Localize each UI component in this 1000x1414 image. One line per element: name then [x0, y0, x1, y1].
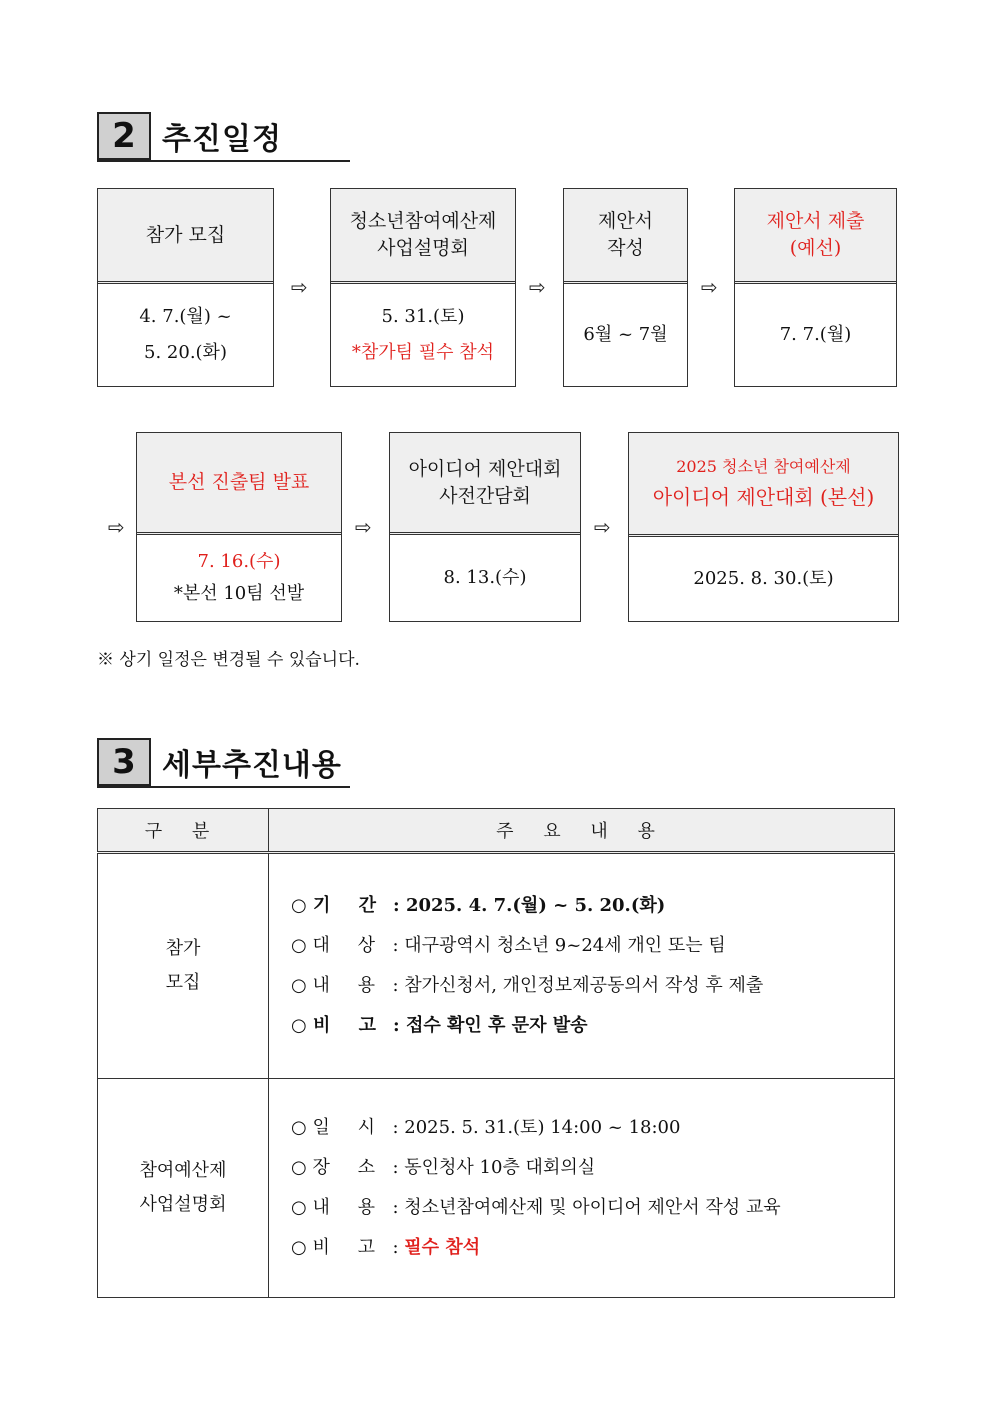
bullet-circle-icon: ○ [291, 1117, 307, 1138]
schedule-box-title [137, 433, 341, 535]
section-2-title: 추진일정 [162, 122, 282, 157]
section-3-number: 3 [97, 738, 151, 786]
schedule-box-recruitment [97, 188, 274, 387]
right-outline-arrow-icon: ⇨ [701, 275, 718, 299]
schedule-box-proposal-writing [563, 188, 688, 387]
row-category [98, 853, 269, 1079]
item-label: 일 시 [312, 1117, 375, 1138]
detail-table [97, 808, 895, 1298]
item-value: 대구광역시 청소년 9~24세 개인 또는 팀 [404, 935, 726, 956]
list-item [291, 1148, 894, 1188]
list-item [291, 1228, 894, 1268]
item-separator: : [392, 975, 399, 996]
item-label: 비 고 [312, 1237, 375, 1258]
schedule-box-title [564, 189, 687, 284]
date-line: 8. 13.(수) [443, 567, 527, 588]
table-row [98, 1079, 895, 1298]
schedule-box-date [98, 284, 273, 386]
category-line: 모집 [165, 972, 201, 993]
title-line: 사전간담회 [439, 484, 531, 507]
schedule-box-final-contest [628, 432, 899, 622]
schedule-change-note: ※ 상기 일정은 변경될 수 있습니다. [97, 650, 360, 670]
right-outline-arrow-icon: ⇨ [291, 275, 308, 299]
item-label: 비 고 [313, 1015, 377, 1036]
schedule-box-date [390, 535, 580, 621]
item-label: 내 용 [312, 975, 375, 996]
item-separator: : [393, 895, 400, 916]
bullet-circle-icon: ○ [291, 1015, 307, 1036]
date-line: 2025. 8. 30.(토) [693, 568, 834, 589]
schedule-box-proposal-submit [734, 188, 897, 387]
item-label: 장 소 [312, 1157, 375, 1178]
item-value: 참가신청서, 개인정보제공동의서 작성 후 제출 [404, 975, 764, 996]
table-header-row [98, 809, 895, 853]
right-outline-arrow-icon: ⇨ [529, 275, 546, 299]
row-category [98, 1079, 269, 1298]
list-item [291, 966, 894, 1006]
bullet-circle-icon: ○ [291, 895, 307, 916]
schedule-box-title [98, 189, 273, 284]
bullet-circle-icon: ○ [291, 1237, 307, 1258]
title-line: 아이디어 제안대회 (본선) [652, 484, 875, 509]
item-value: 필수 참석 [404, 1237, 481, 1258]
date-line: 7. 16.(수) [197, 551, 281, 572]
title-line: 청소년참여예산제 [349, 210, 497, 232]
table-row [98, 853, 895, 1079]
item-value: 2025. 4. 7.(월) ~ 5. 20.(화) [405, 895, 666, 916]
list-item [291, 886, 894, 926]
schedule-box-date [137, 535, 341, 621]
category-line: 참가 [165, 938, 201, 959]
schedule-box-title [331, 189, 515, 284]
item-separator: : [392, 1237, 399, 1258]
right-outline-arrow-icon: ⇨ [108, 515, 125, 539]
list-item [291, 926, 894, 966]
schedule-box-date [564, 284, 687, 386]
item-separator: : [392, 1157, 399, 1178]
item-separator: : [392, 1117, 399, 1138]
section-2-underline [97, 160, 350, 162]
title-line: 사업설명회 [377, 237, 469, 259]
item-value: 동인청사 10층 대회의실 [404, 1157, 596, 1178]
schedule-box-title [390, 433, 580, 535]
title-line: 본선 진출팀 발표 [168, 471, 310, 493]
item-separator: : [392, 1197, 399, 1218]
item-label: 대 상 [312, 935, 375, 956]
schedule-box-finalist-announcement [136, 432, 342, 622]
right-outline-arrow-icon: ⇨ [594, 515, 611, 539]
list-item [291, 1006, 894, 1046]
section-3-underline [97, 786, 350, 788]
date-line: 6월 ~ 7월 [583, 324, 668, 345]
item-value: 2025. 5. 31.(토) 14:00 ~ 18:00 [404, 1117, 681, 1138]
item-value: 접수 확인 후 문자 발송 [405, 1015, 588, 1036]
title-line: 참가 모집 [145, 223, 226, 246]
section-3-title: 세부추진내용 [162, 748, 342, 783]
title-line: 제안서 제출 [766, 210, 865, 232]
list-item [291, 1188, 894, 1228]
title-line: 2025 청소년 참여예산제 [676, 456, 851, 476]
category-line: 사업설명회 [139, 1194, 227, 1215]
date-line: 7. 7.(월) [779, 324, 852, 345]
item-separator: : [393, 1015, 400, 1036]
title-line: (예선) [789, 237, 842, 259]
attendance-note: *참가팀 필수 참석 [351, 342, 495, 363]
schedule-box-date [735, 284, 896, 386]
date-line: 4. 7.(월) ~ [139, 306, 232, 327]
schedule-box-briefing [330, 188, 516, 387]
schedule-box-date [629, 537, 898, 621]
bullet-circle-icon: ○ [291, 1197, 307, 1218]
header-content: 주 요 내 용 [269, 809, 895, 853]
bullet-circle-icon: ○ [291, 935, 307, 956]
item-label: 기 간 [313, 895, 377, 916]
schedule-box-pre-meeting [389, 432, 581, 622]
date-line: 5. 20.(화) [144, 342, 227, 363]
bullet-circle-icon: ○ [291, 975, 307, 996]
schedule-box-date [331, 284, 515, 386]
date-line: 5. 31.(토) [381, 306, 465, 327]
bullet-circle-icon: ○ [291, 1157, 307, 1178]
schedule-box-title [735, 189, 896, 284]
header-category: 구 분 [98, 809, 269, 853]
item-label: 내 용 [312, 1197, 375, 1218]
row-content [269, 853, 895, 1079]
schedule-box-title [629, 433, 898, 537]
title-line: 제안서 [597, 210, 654, 232]
row-content [269, 1079, 895, 1298]
section-2-number: 2 [97, 112, 151, 160]
title-line: 아이디어 제안대회 [408, 457, 562, 480]
item-value: 청소년참여예산제 및 아이디어 제안서 작성 교육 [404, 1197, 781, 1218]
right-outline-arrow-icon: ⇨ [355, 515, 372, 539]
selection-note: *본선 10팀 선발 [173, 583, 305, 604]
title-line: 작성 [607, 237, 644, 259]
category-line: 참여예산제 [139, 1160, 227, 1181]
list-item [291, 1108, 894, 1148]
item-separator: : [392, 935, 399, 956]
